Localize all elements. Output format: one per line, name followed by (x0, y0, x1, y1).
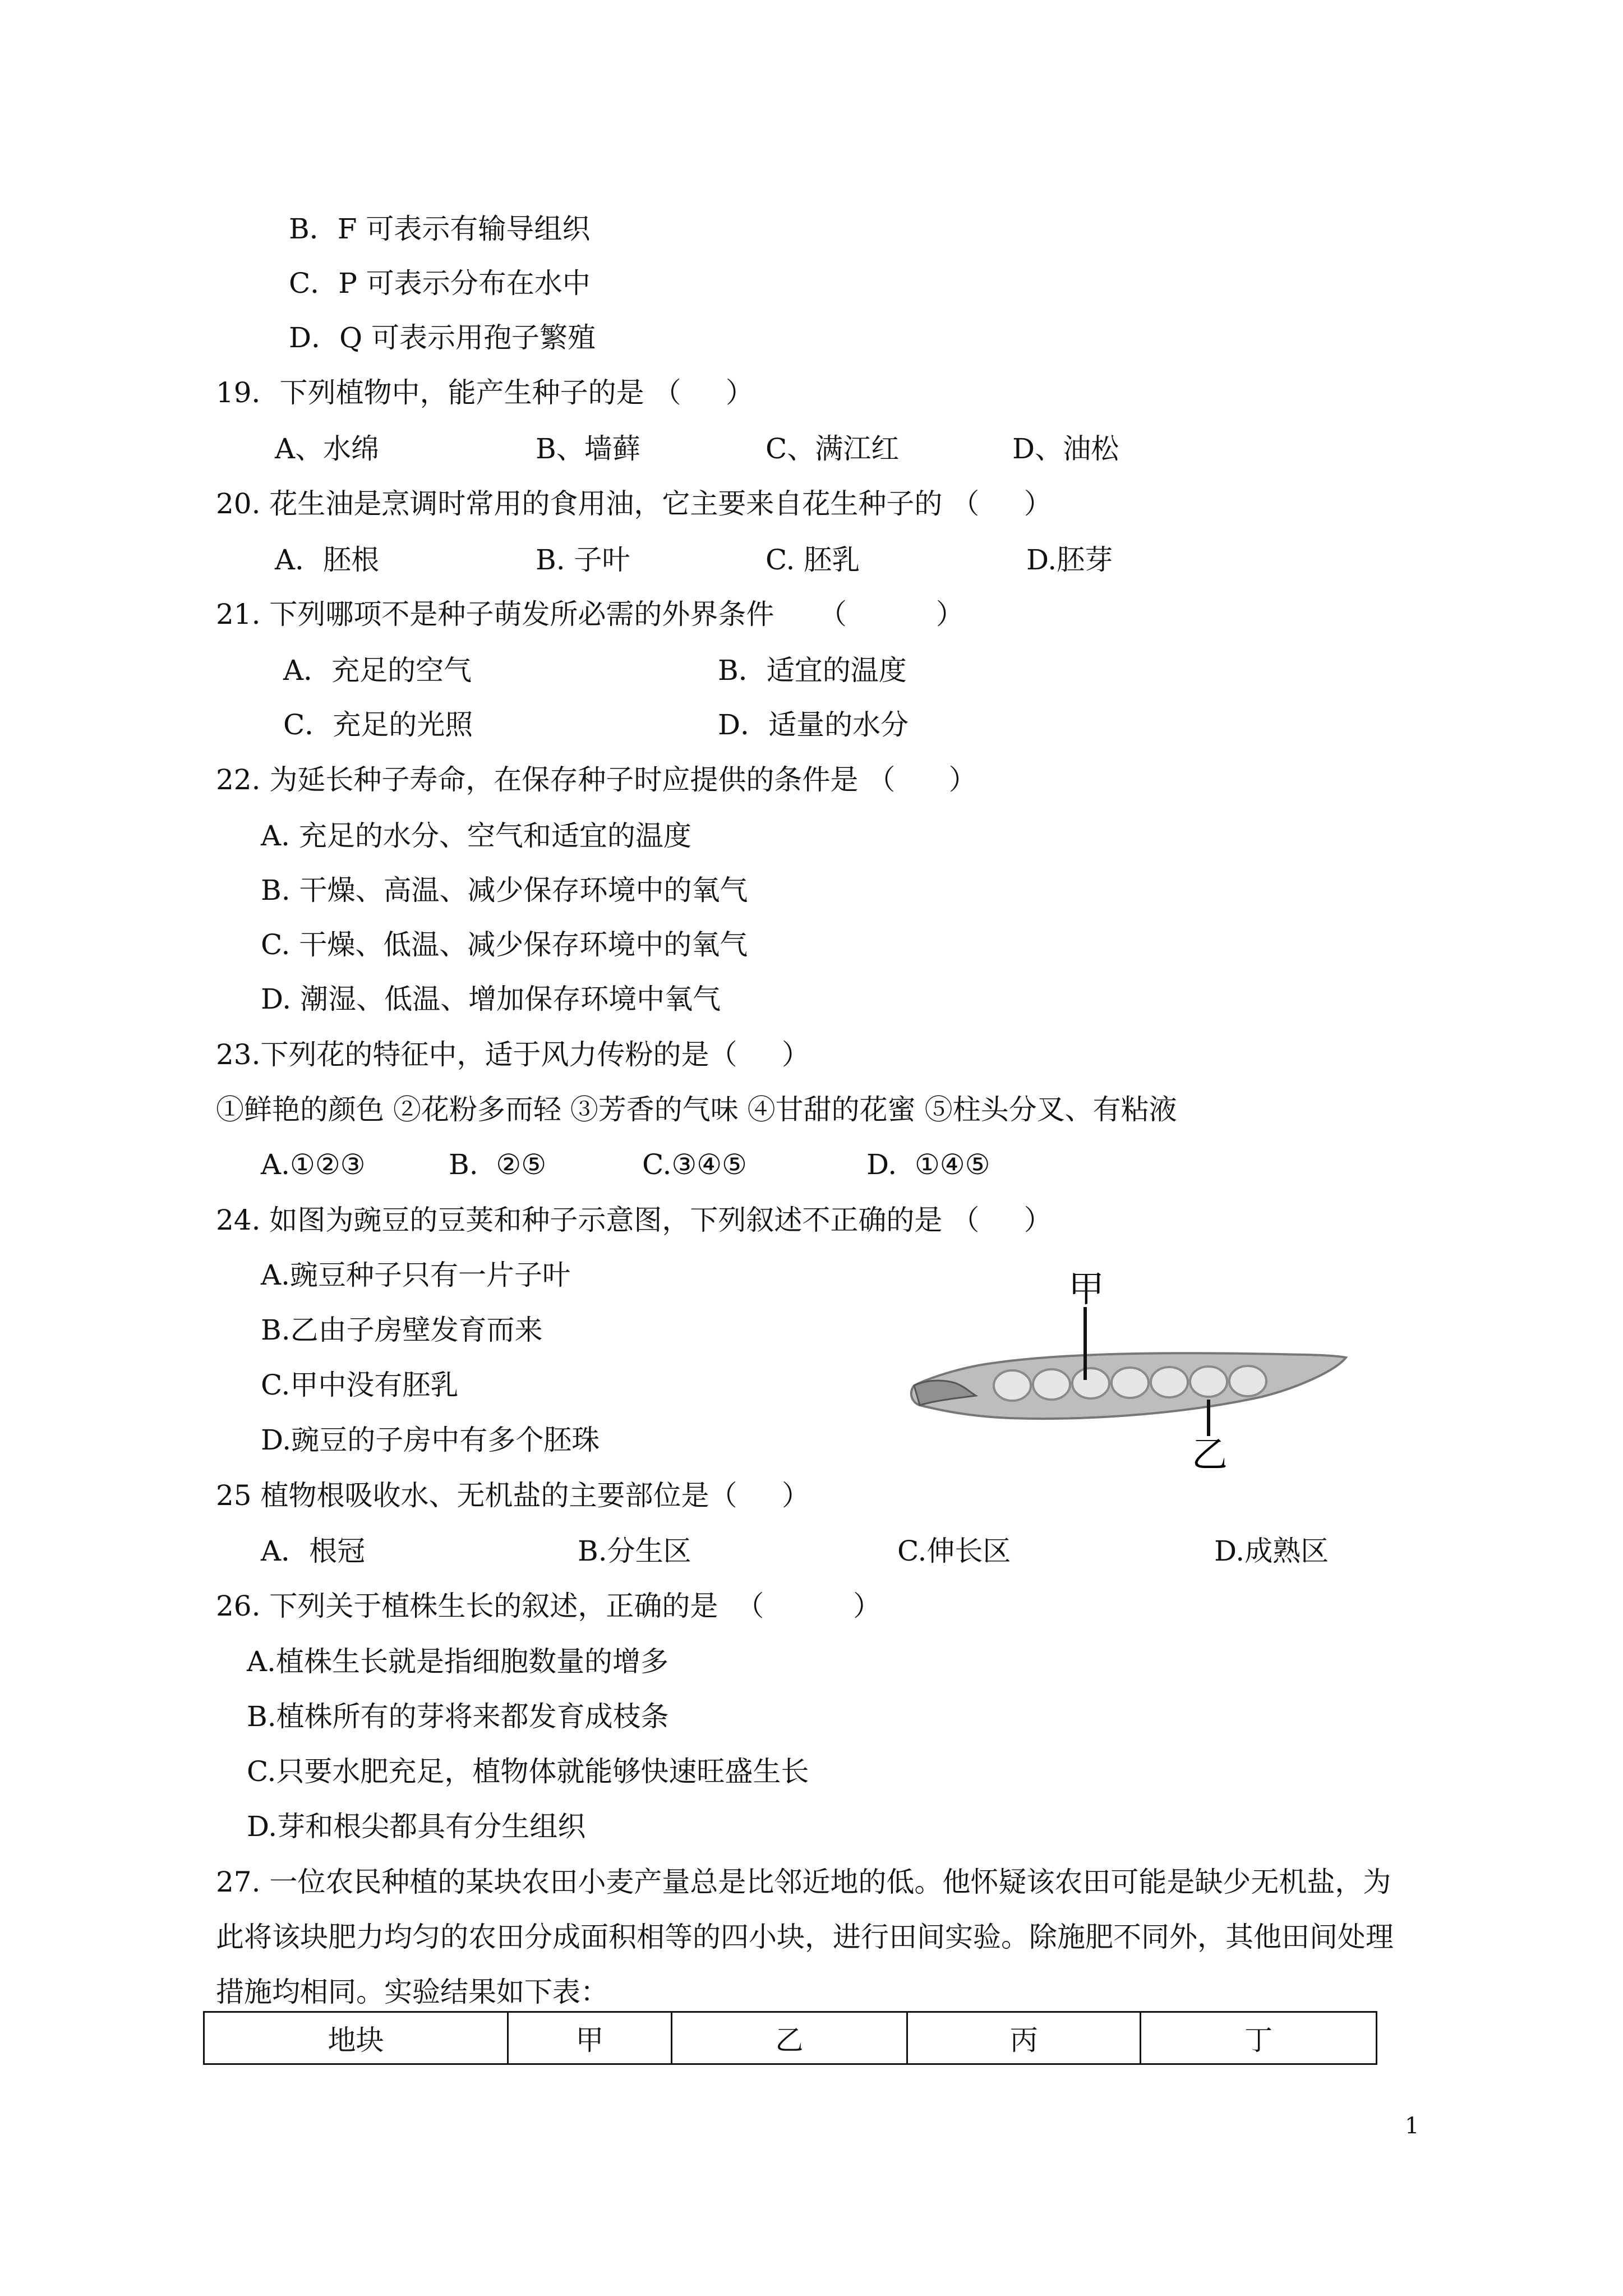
question-27-line-2: 此将该块肥力均匀的农田分成面积相等的四小块，进行田间实验。除施肥不同外，其他田间处理 (216, 1921, 1394, 1953)
question-26-stem: 26. 下列关于植株生长的叙述，正确的是 （ ） (216, 1590, 882, 1622)
label-jia: 甲 (1068, 1269, 1104, 1310)
q25-option-a[interactable]: A．根冠 (261, 1535, 366, 1567)
question-23-stem: 23.下列花的特征中，适于风力传粉的是（ ） (216, 1038, 810, 1071)
q19-option-d[interactable]: D、油松 (1012, 432, 1119, 465)
q26-option-c[interactable]: C.只要水肥充足，植物体就能够快速旺盛生长 (247, 1755, 809, 1788)
q20-option-b[interactable]: B. 子叶 (536, 544, 630, 576)
q22-option-a[interactable]: A. 充足的水分、空气和适宜的温度 (261, 820, 691, 852)
table-cell: 丁 (1141, 2012, 1377, 2064)
q19-option-b[interactable]: B、墙藓 (536, 432, 640, 465)
q24-option-a[interactable]: A.豌豆种子只有一片子叶 (261, 1259, 571, 1291)
q19-option-a[interactable]: A、水绵 (275, 432, 380, 465)
q24-option-b[interactable]: B.乙由子房壁发育而来 (261, 1314, 543, 1346)
q24-option-c[interactable]: C.甲中没有胚乳 (261, 1369, 459, 1401)
question-20-stem: 20. 花生油是烹调时常用的食用油，它主要来自花生种子的 （ ） (216, 487, 1052, 520)
option-b-continued[interactable]: B．F 可表示有输导组织 (289, 213, 591, 245)
q25-option-d[interactable]: D.成熟区 (1214, 1535, 1329, 1567)
table-cell: 丙 (907, 2012, 1141, 2064)
q25-option-c[interactable]: C.伸长区 (897, 1535, 1011, 1567)
q21-option-c[interactable]: C．充足的光照 (283, 708, 473, 741)
table-cell: 甲 (508, 2012, 672, 2064)
pea-pod-diagram (903, 1268, 1352, 1470)
q22-option-b[interactable]: B. 干燥、高温、减少保存环境中的氧气 (261, 874, 748, 907)
page-number: 1 (1405, 2113, 1419, 2139)
question-27-line-3: 措施均相同。实验结果如下表： (216, 1976, 608, 2008)
table-row (204, 2012, 1377, 2064)
option-d-continued[interactable]: D．Q 可表示用孢子繁殖 (289, 321, 596, 354)
q23-option-c[interactable]: C.③④⑤ (642, 1148, 747, 1181)
question-25-stem: 25 植物根吸收水、无机盐的主要部位是（ ） (216, 1479, 810, 1512)
question-23-features: ①鲜艳的颜色 ②花粉多而轻 ③芳香的气味 ④甘甜的花蜜 ⑤柱头分叉、有粘液 (216, 1093, 1177, 1126)
label-yi: 乙 (1192, 1434, 1228, 1470)
q21-option-a[interactable]: A．充足的空气 (283, 654, 472, 687)
q22-option-d[interactable]: D. 潮湿、低温、增加保存环境中氧气 (261, 983, 721, 1015)
option-c-continued[interactable]: C．P 可表示分布在水中 (289, 267, 591, 300)
q21-option-b[interactable]: B．适宜的温度 (718, 654, 907, 687)
q26-option-d[interactable]: D.芽和根尖都具有分生组织 (247, 1810, 586, 1843)
question-19-stem: 19．下列植物中，能产生种子的是 （ ） (216, 376, 754, 409)
q22-option-c[interactable]: C. 干燥、低温、减少保存环境中的氧气 (261, 928, 748, 961)
q23-option-a[interactable]: A.①②③ (261, 1148, 366, 1181)
q19-option-c[interactable]: C、满江红 (766, 432, 900, 465)
q24-option-d[interactable]: D.豌豆的子房中有多个胚珠 (261, 1424, 600, 1456)
q20-option-c[interactable]: C. 胚乳 (766, 544, 860, 576)
q25-option-b[interactable]: B.分生区 (578, 1535, 691, 1567)
pea-pod-figure (903, 1268, 1352, 1470)
q20-option-d[interactable]: D.胚芽 (1026, 544, 1113, 576)
q20-option-a[interactable]: A．胚根 (275, 544, 380, 576)
q26-option-b[interactable]: B.植株所有的芽将来都发育成枝条 (247, 1700, 669, 1733)
question-21-stem: 21. 下列哪项不是种子萌发所必需的外界条件 （ ） (216, 598, 964, 631)
question-27-line-1: 27. 一位农民种植的某块农田小麦产量总是比邻近地的低。他怀疑该农田可能是缺少无机盐，为 (216, 1866, 1391, 1898)
table-cell: 乙 (671, 2012, 907, 2064)
q21-option-d[interactable]: D．适量的水分 (718, 708, 909, 741)
table-cell: 地块 (204, 2012, 508, 2064)
question-22-stem: 22. 为延长种子寿命，在保存种子时应提供的条件是 （ ） (216, 763, 977, 796)
experiment-table (203, 2011, 1377, 2065)
q23-option-d[interactable]: D. ①④⑤ (866, 1148, 990, 1181)
q23-option-b[interactable]: B. ②⑤ (449, 1148, 547, 1181)
q26-option-a[interactable]: A.植株生长就是指细胞数量的增多 (247, 1645, 669, 1678)
question-24-stem: 24. 如图为豌豆的豆荚和种子示意图，下列叙述不正确的是 （ ） (216, 1204, 1052, 1236)
